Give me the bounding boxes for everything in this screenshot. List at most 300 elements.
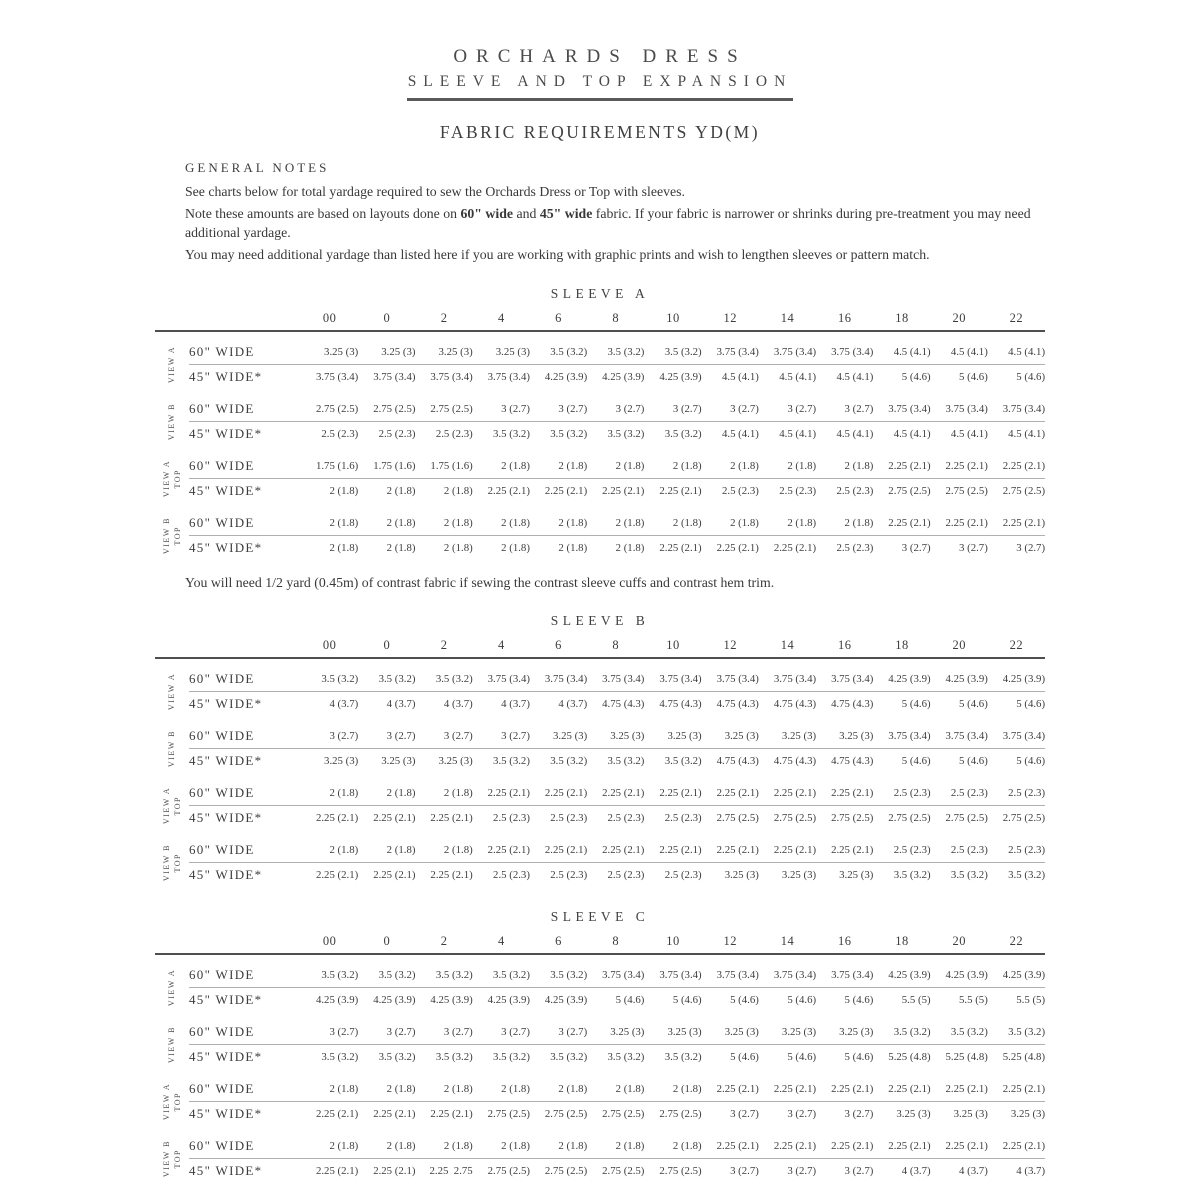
- view-label: [155, 1077, 189, 1126]
- width-row-label: 60" WIDE: [189, 1137, 255, 1153]
- yardage-cell: 2.25 (2.1): [1002, 516, 1046, 529]
- yardage-cell: 2.75 (2.5): [1002, 484, 1046, 497]
- yardage-cell: 2.25 (2.1): [659, 843, 702, 856]
- yardage-cell: 2 (1.8): [329, 1082, 359, 1095]
- view-label-text: VIEW A: [161, 1082, 171, 1120]
- table-row: [189, 988, 1045, 1012]
- yardage-cell: 2.5 (2.3): [721, 484, 759, 497]
- yardage-cell: 2.25 (2.1): [487, 843, 530, 856]
- yardage-cell: 2.5 (2.3): [836, 484, 874, 497]
- yardage-cell: 3.75 (3.4): [831, 672, 874, 685]
- yardage-cell: 2.25 (2.1): [373, 868, 416, 881]
- yardage-cell: 4.5 (4.1): [721, 370, 759, 383]
- yardage-cell: 3 (2.7): [615, 402, 645, 415]
- yardage-cell: 5 (4.6): [844, 993, 874, 1006]
- yardage-cell: 4 (3.7): [329, 697, 359, 710]
- sleeve-section: [0, 909, 1200, 1183]
- yardage-cell: 2.75 (2.5): [716, 811, 759, 824]
- view-label-text: TOP: [173, 468, 182, 489]
- yardage-cell: 4 (3.7): [1016, 1164, 1046, 1177]
- table-row: [189, 724, 1045, 749]
- yardage-cell: 4.25 (3.9): [315, 993, 359, 1006]
- yardage-cell: 2 (1.8): [615, 1139, 645, 1152]
- view-label: [155, 340, 189, 389]
- view-label-text: VIEW B: [167, 729, 177, 767]
- contrast-note: You will need 1/2 yard (0.45m) of contrast fabric if sewing the contrast sleeve cuffs and contrast hem trim.: [185, 574, 775, 590]
- yardage-cell: 2 (1.8): [443, 516, 473, 529]
- yardage-cell: 2.5 (2.3): [664, 811, 702, 824]
- yardage-cell: 4 (3.7): [443, 697, 473, 710]
- yardage-cell: 2.5 (2.3): [893, 843, 931, 856]
- table-row: [189, 781, 1045, 806]
- yardage-cell: 2.25 (2.1): [430, 1107, 473, 1120]
- yardage-cell: 2.25 (2.1): [544, 484, 588, 497]
- yardage-cell: 4.25 (3.9): [602, 370, 645, 383]
- size-header-cell: 20: [952, 310, 966, 325]
- yardage-cell: 4.75 (4.3): [602, 697, 645, 710]
- yardage-cell: 2.75 (2.5): [487, 1164, 530, 1177]
- yardage-cell: 2 (1.8): [443, 541, 473, 554]
- yardage-cell: 2 (1.8): [443, 786, 473, 799]
- yardage-cell: 3 (2.7): [959, 541, 988, 554]
- yardage-cell: 2.5 (2.3): [664, 868, 702, 881]
- size-header-cell: 18: [895, 637, 909, 652]
- yardage-cell: 3.5 (3.2): [664, 1050, 702, 1063]
- view-label-text: VIEW B: [161, 516, 171, 554]
- yardage-cell: 2.25 (2.1): [716, 1139, 759, 1152]
- yardage-cell: 3.75 (3.4): [716, 345, 759, 358]
- width-row-label: 60" WIDE: [189, 670, 255, 686]
- size-header-cell: 16: [837, 310, 852, 325]
- view-group: [155, 1020, 1045, 1069]
- yardage-cell: 2 (1.8): [329, 1139, 359, 1152]
- yardage-cell: 3.25 (3): [324, 754, 359, 767]
- width-row-label: 60" WIDE: [189, 400, 255, 416]
- view-label: [155, 963, 189, 1012]
- yardage-cell: 2 (1.8): [501, 1082, 530, 1095]
- view-label-text: TOP: [173, 1148, 182, 1169]
- yardage-cell: 3 (2.7): [329, 1025, 359, 1038]
- yardage-cell: 4.25 (3.9): [945, 672, 988, 685]
- yardage-cell: 2 (1.8): [329, 516, 359, 529]
- yardage-cell: 3.75 (3.4): [716, 672, 759, 685]
- view-group: [155, 963, 1045, 1012]
- yardage-cell: 2 (1.8): [558, 1139, 588, 1152]
- yardage-cell: 2.5 (2.3): [493, 868, 530, 881]
- yardage-cell: 5.25 (4.8): [1002, 1050, 1046, 1063]
- yardage-cell: 4.25 (3.9): [888, 968, 931, 981]
- size-header-cell: 00: [322, 637, 337, 652]
- view-label-text: VIEW A: [167, 672, 177, 710]
- yardage-cell: 4.25 (3.9): [373, 993, 416, 1006]
- yardage-cell: 2.5 (2.3): [493, 811, 530, 824]
- table-row: [189, 479, 1045, 503]
- yardage-cell: 2 (1.8): [558, 1082, 588, 1095]
- yardage-cell: 4.25 (3.9): [888, 672, 931, 685]
- table-row: [189, 692, 1045, 716]
- yardage-cell: 2 (1.8): [730, 516, 759, 529]
- yardage-cell: 2.5 (2.3): [607, 868, 645, 881]
- yardage-cell: 3.75 (3.4): [888, 402, 931, 415]
- yardage-cell: 2 (1.8): [501, 541, 530, 554]
- yardage-cell: 4.25 (3.9): [1002, 968, 1046, 981]
- yardage-cell: 2.25 (2.1): [773, 1139, 817, 1152]
- width-row-label: 45" WIDE*: [189, 752, 263, 768]
- document-subtitle: SLEEVE AND TOP EXPANSION: [407, 73, 793, 90]
- yardage-cell: 3.25 (3): [896, 1107, 931, 1120]
- yardage-cell: 4.75 (4.3): [773, 754, 817, 767]
- yardage-cell: 2.75 (2.5): [602, 1107, 645, 1120]
- size-header-cell: 18: [895, 310, 909, 325]
- yardage-cell: 2.75 (2.5): [544, 1164, 588, 1177]
- yardage-cell: 2 (1.8): [386, 843, 416, 856]
- view-label: [155, 838, 189, 887]
- view-label: [155, 454, 189, 503]
- view-label-text: VIEW A: [167, 345, 177, 383]
- yardage-cell: 3.25 (3): [781, 868, 817, 881]
- yardage-cell: 2.25 (2.1): [945, 1082, 988, 1095]
- width-row-label: 60" WIDE: [189, 1023, 255, 1039]
- yardage-cell: 5 (4.6): [730, 1050, 759, 1063]
- yardage-cell: 3 (2.7): [730, 402, 759, 415]
- sleeve-title: SLEEVE C: [550, 908, 650, 924]
- yardage-cell: 2 (1.8): [443, 1082, 473, 1095]
- yardage-cell: 4.25 (3.9): [544, 370, 588, 383]
- table-row: [189, 422, 1045, 446]
- yardage-cell: 1.75 (1.6): [373, 459, 416, 472]
- table-row: [189, 1134, 1045, 1159]
- yardage-cell: 4.25 (3.9): [945, 968, 988, 981]
- general-notes-heading: GENERAL NOTES: [185, 160, 330, 175]
- yardage-cell: 2.75 (2.5): [945, 484, 988, 497]
- size-header-cell: 22: [1009, 310, 1024, 325]
- yardage-cell: 3.5 (3.2): [607, 1050, 645, 1063]
- yardage-cell: 2.25 (2.1): [888, 1139, 931, 1152]
- yardage-cell: 3.25 (3): [381, 754, 416, 767]
- yardage-cell: 2.5 (2.3): [950, 843, 988, 856]
- yardage-cell: 4.5 (4.1): [950, 427, 988, 440]
- yardage-cell: 4.5 (4.1): [893, 427, 931, 440]
- yardage-cell: 3.25 (3): [781, 1025, 817, 1038]
- yardage-cell: 4.75 (4.3): [659, 697, 702, 710]
- yardage-cell: 2.75 (2.5): [888, 811, 931, 824]
- yardage-cell: 3 (2.7): [730, 1107, 759, 1120]
- yardage-cell: 2.5 (2.3): [836, 541, 874, 554]
- view-label: [155, 1134, 189, 1183]
- yardage-cell: 3.25 (3): [667, 1025, 702, 1038]
- yardage-cell: 3.5 (3.2): [950, 1025, 988, 1038]
- yardage-cell: 3 (2.7): [730, 1164, 759, 1177]
- yardage-cell: 3.25 (3): [724, 1025, 759, 1038]
- yardage-cell: 3 (2.7): [787, 1164, 817, 1177]
- yardage-cell: 2 (1.8): [386, 516, 416, 529]
- size-header-cell: 0: [383, 310, 391, 325]
- table-row: [189, 340, 1045, 365]
- yardage-cell: 4.25 (3.9): [487, 993, 530, 1006]
- yardage-cell: 3.75 (3.4): [373, 370, 416, 383]
- title-rule: [407, 98, 793, 101]
- yardage-cell: 2 (1.8): [672, 1082, 702, 1095]
- yardage-cell: 2.5 (2.3): [893, 786, 931, 799]
- yardage-cell: 3.5 (3.2): [435, 968, 473, 981]
- yardage-cell: 2 (1.8): [386, 1082, 416, 1095]
- yardage-cell: 3.5 (3.2): [550, 968, 588, 981]
- yardage-cell: 2 (1.8): [501, 1139, 530, 1152]
- width-row-label: 60" WIDE: [189, 457, 255, 473]
- table-row: [189, 454, 1045, 479]
- yardage-cell: 3.5 (3.2): [1008, 1025, 1046, 1038]
- size-header-cell: 12: [723, 637, 737, 652]
- sleeve-title: SLEEVE B: [550, 612, 650, 628]
- view-label-text: VIEW B: [167, 1025, 177, 1063]
- width-row-label: 45" WIDE*: [189, 482, 263, 498]
- yardage-cell: 5.25 (4.8): [945, 1050, 988, 1063]
- width-row-label: 45" WIDE*: [189, 866, 263, 882]
- yardage-cell: 2.25 (2.1): [716, 541, 759, 554]
- yardage-cell: 3 (2.7): [844, 1107, 874, 1120]
- view-label-text: VIEW A: [161, 786, 171, 824]
- note-line-2-mid: and: [513, 206, 540, 222]
- table-row: [189, 1159, 1045, 1183]
- view-group-rows: [189, 724, 1045, 773]
- yardage-cell: 3 (2.7): [501, 1025, 530, 1038]
- yardage-cell: 3.25 (3): [610, 1025, 645, 1038]
- yardage-cell: 3.5 (3.2): [321, 968, 359, 981]
- size-header-cell: 00: [322, 310, 337, 325]
- view-label-text: TOP: [173, 852, 182, 873]
- yardage-cell: 2.25 (2.1): [659, 484, 702, 497]
- yardage-cell: 3.25 (3): [381, 345, 416, 358]
- yardage-cell: 2.75 (2.5): [831, 811, 874, 824]
- yardage-cell: 2.25 (2.1): [831, 1139, 874, 1152]
- yardage-cell: 4.75 (4.3): [773, 697, 817, 710]
- yardage-cell: 4.75 (4.3): [831, 754, 874, 767]
- yardage-cell: 5.5 (5): [1016, 993, 1046, 1006]
- size-header-cell: 10: [666, 933, 680, 948]
- view-group: [155, 838, 1045, 887]
- yardage-cell: 2.25 (2.1): [487, 786, 530, 799]
- yardage-cell: 3.75 (3.4): [544, 672, 588, 685]
- yardage-cell: 3.75 (3.4): [831, 968, 874, 981]
- yardage-cell: 3 (2.7): [558, 402, 588, 415]
- yardage-cell: 2 (1.8): [672, 459, 702, 472]
- size-header-cell: 14: [780, 310, 795, 325]
- yardage-cell: 2.25 (2.1): [1002, 459, 1046, 472]
- fabric-tables: [0, 286, 1200, 1183]
- yardage-cell: 2.25 (2.1): [831, 786, 874, 799]
- sleeve-title: SLEEVE A: [550, 285, 650, 301]
- yardage-cell: 2.5 (2.3): [779, 484, 817, 497]
- size-header-row: [155, 638, 1045, 659]
- yardage-cell: 2 (1.8): [844, 459, 874, 472]
- yardage-cell: 2.75 (2.5): [430, 402, 473, 415]
- yardage-cell: 2.5 (2.3): [950, 786, 988, 799]
- yardage-cell: 2.25 (2.1): [430, 811, 473, 824]
- yardage-cell: 3.5 (3.2): [435, 672, 473, 685]
- yardage-cell: 2.75 (2.5): [1002, 811, 1046, 824]
- yardage-cell: 2.25 (2.1): [373, 1107, 416, 1120]
- yardage-cell: 3 (2.7): [844, 1164, 874, 1177]
- yardage-cell: 4 (3.7): [558, 697, 588, 710]
- yardage-cell: 3.25 (3): [1010, 1107, 1046, 1120]
- yardage-cell: 2.25 (2.1): [831, 843, 874, 856]
- width-row-label: 45" WIDE*: [189, 1105, 263, 1121]
- yardage-cell: 2.25 (2.1): [544, 843, 588, 856]
- view-label: [155, 667, 189, 716]
- yardage-cell: 3 (2.7): [844, 402, 874, 415]
- yardage-cell: 3.75 (3.4): [1002, 402, 1046, 415]
- yardage-cell: 5 (4.6): [1016, 697, 1046, 710]
- view-label: [155, 781, 189, 830]
- yardage-cell: 3.5 (3.2): [664, 427, 702, 440]
- yardage-cell: 3.75 (3.4): [945, 729, 988, 742]
- yardage-cell: 5 (4.6): [1016, 754, 1046, 767]
- yardage-cell: 2 (1.8): [558, 516, 588, 529]
- yardage-cell: 4.25 (3.9): [1002, 672, 1046, 685]
- width-row-label: 60" WIDE: [189, 1080, 255, 1096]
- yardage-cell: 5 (4.6): [959, 697, 988, 710]
- yardage-cell: 2.25 (2.1): [773, 843, 817, 856]
- yardage-cell: 2 (1.8): [615, 1082, 645, 1095]
- yardage-table: [155, 934, 1045, 1183]
- yardage-cell: 2 (1.8): [615, 541, 645, 554]
- note-line-2-bold-45: 45" wide: [539, 206, 593, 222]
- yardage-cell: 2 (1.8): [672, 516, 702, 529]
- yardage-cell: 3.75 (3.4): [487, 370, 530, 383]
- table-row: [189, 365, 1045, 389]
- yardage-cell: 2 (1.8): [329, 541, 359, 554]
- yardage-cell: 3.25 (3): [667, 729, 702, 742]
- width-row-label: 60" WIDE: [189, 514, 255, 530]
- table-row: [189, 511, 1045, 536]
- view-group-rows: [189, 963, 1045, 1012]
- view-group: [155, 340, 1045, 389]
- yardage-cell: 4.5 (4.1): [950, 345, 988, 358]
- size-header-cell: 10: [666, 637, 680, 652]
- yardage-cell: 3.75 (3.4): [659, 672, 702, 685]
- yardage-cell: 3 (2.7): [443, 729, 473, 742]
- view-label-text: VIEW B: [167, 402, 177, 440]
- yardage-cell: 2.25 (2.1): [315, 811, 359, 824]
- yardage-cell: 4.5 (4.1): [836, 427, 874, 440]
- yardage-cell: 2.25 (2.1): [945, 1139, 988, 1152]
- yardage-cell: 5.5 (5): [959, 993, 988, 1006]
- yardage-cell: 2.25 (2.1): [373, 811, 416, 824]
- yardage-cell: 2 (1.8): [329, 786, 359, 799]
- yardage-cell: 2 (1.8): [787, 516, 817, 529]
- yardage-cell: 2.75 (2.5): [602, 1164, 645, 1177]
- note-line-2-pre: Note these amounts are based on layouts done on: [185, 206, 461, 222]
- width-row-label: 45" WIDE*: [189, 1048, 263, 1064]
- yardage-cell: 2.5 (2.3): [1008, 786, 1046, 799]
- yardage-cell: 2.75 (2.5): [373, 402, 416, 415]
- yardage-cell: 2 (1.8): [443, 1139, 473, 1152]
- yardage-cell: 2.25 (2.1): [544, 786, 588, 799]
- yardage-cell: 3.75 (3.4): [315, 370, 359, 383]
- yardage-cell: 3.75 (3.4): [888, 729, 931, 742]
- yardage-cell: 3.75 (3.4): [659, 968, 702, 981]
- size-header-cell: 2: [440, 637, 448, 652]
- yardage-cell: 2.5 (2.3): [550, 868, 588, 881]
- yardage-cell: 2.5 (2.3): [321, 427, 359, 440]
- yardage-cell: 5 (4.6): [901, 697, 931, 710]
- note-line-2-post: fabric. If your fabric is narrower or shrinks during pre-treatment you may need additional yardage.: [185, 206, 1031, 240]
- view-group-rows: [189, 667, 1045, 716]
- yardage-cell: 5.5 (5): [901, 993, 931, 1006]
- yardage-cell: 4.75 (4.3): [716, 697, 759, 710]
- view-label-text: VIEW B: [161, 1139, 171, 1177]
- yardage-cell: 4.75 (4.3): [716, 754, 759, 767]
- size-header-cell: 16: [837, 933, 852, 948]
- view-group-rows: [189, 781, 1045, 830]
- size-header-cell: 4: [497, 637, 505, 652]
- size-header-cell: 20: [952, 933, 966, 948]
- yardage-table: [155, 311, 1045, 560]
- yardage-cell: 3.5 (3.2): [1008, 868, 1046, 881]
- yardage-cell: 5 (4.6): [901, 754, 931, 767]
- yardage-cell: 2 (1.8): [386, 484, 416, 497]
- yardage-cell: 2 (1.8): [615, 459, 645, 472]
- view-group-rows: [189, 1134, 1045, 1183]
- yardage-cell: 5 (4.6): [844, 1050, 874, 1063]
- width-row-label: 60" WIDE: [189, 727, 255, 743]
- yardage-cell: 3 (2.7): [501, 402, 530, 415]
- yardage-cell: 3.25 (3): [552, 729, 588, 742]
- yardage-cell: 3.5 (3.2): [550, 754, 588, 767]
- size-header-cell: 4: [497, 310, 505, 325]
- yardage-cell: 3.5 (3.2): [664, 754, 702, 767]
- table-row: [189, 806, 1045, 830]
- size-header-cell: 18: [895, 933, 909, 948]
- yardage-cell: 2.75 (2.5): [315, 402, 359, 415]
- yardage-cell: 3.25 (3): [953, 1107, 988, 1120]
- yardage-cell: 4 (3.7): [386, 697, 416, 710]
- size-header-cell: 12: [723, 310, 737, 325]
- yardage-cell: 3.5 (3.2): [550, 345, 588, 358]
- yardage-cell: 4.75 (4.3): [831, 697, 874, 710]
- yardage-cell: 2.25 (2.1): [888, 1082, 931, 1095]
- yardage-cell: 3.75 (3.4): [716, 968, 759, 981]
- note-line-2-bold-60: 60" wide: [460, 206, 513, 222]
- yardage-cell: 4.25 (3.9): [659, 370, 702, 383]
- view-group-rows: [189, 454, 1045, 503]
- yardage-cell: 2.25 (2.1): [315, 1107, 359, 1120]
- yardage-cell: 2.25 (2.1): [659, 786, 702, 799]
- yardage-cell: 2.75 (2.5): [945, 811, 988, 824]
- yardage-cell: 2.25 (2.1): [945, 459, 988, 472]
- yardage-cell: 3 (2.7): [787, 402, 817, 415]
- yardage-table: [155, 638, 1045, 887]
- view-label: [155, 724, 189, 773]
- yardage-cell: 5 (4.6): [615, 993, 645, 1006]
- table-row: [189, 1102, 1045, 1126]
- yardage-cell: 2.75 (2.5): [544, 1107, 588, 1120]
- view-group-rows: [189, 511, 1045, 560]
- yardage-cell: 2.75 (2.5): [659, 1107, 702, 1120]
- yardage-cell: 4.5 (4.1): [1008, 345, 1046, 358]
- yardage-cell: 2 (1.8): [501, 516, 530, 529]
- view-group: [155, 781, 1045, 830]
- view-label: [155, 397, 189, 446]
- yardage-cell: 2.25 (2.1): [888, 516, 931, 529]
- yardage-cell: 3.5 (3.2): [435, 1050, 473, 1063]
- table-row: [189, 397, 1045, 422]
- yardage-cell: 3.75 (3.4): [430, 370, 473, 383]
- yardage-cell: 2.75 (2.5): [487, 1107, 530, 1120]
- width-row-label: 45" WIDE*: [189, 425, 263, 441]
- view-label-text: TOP: [173, 795, 182, 816]
- yardage-cell: 3.5 (3.2): [493, 754, 530, 767]
